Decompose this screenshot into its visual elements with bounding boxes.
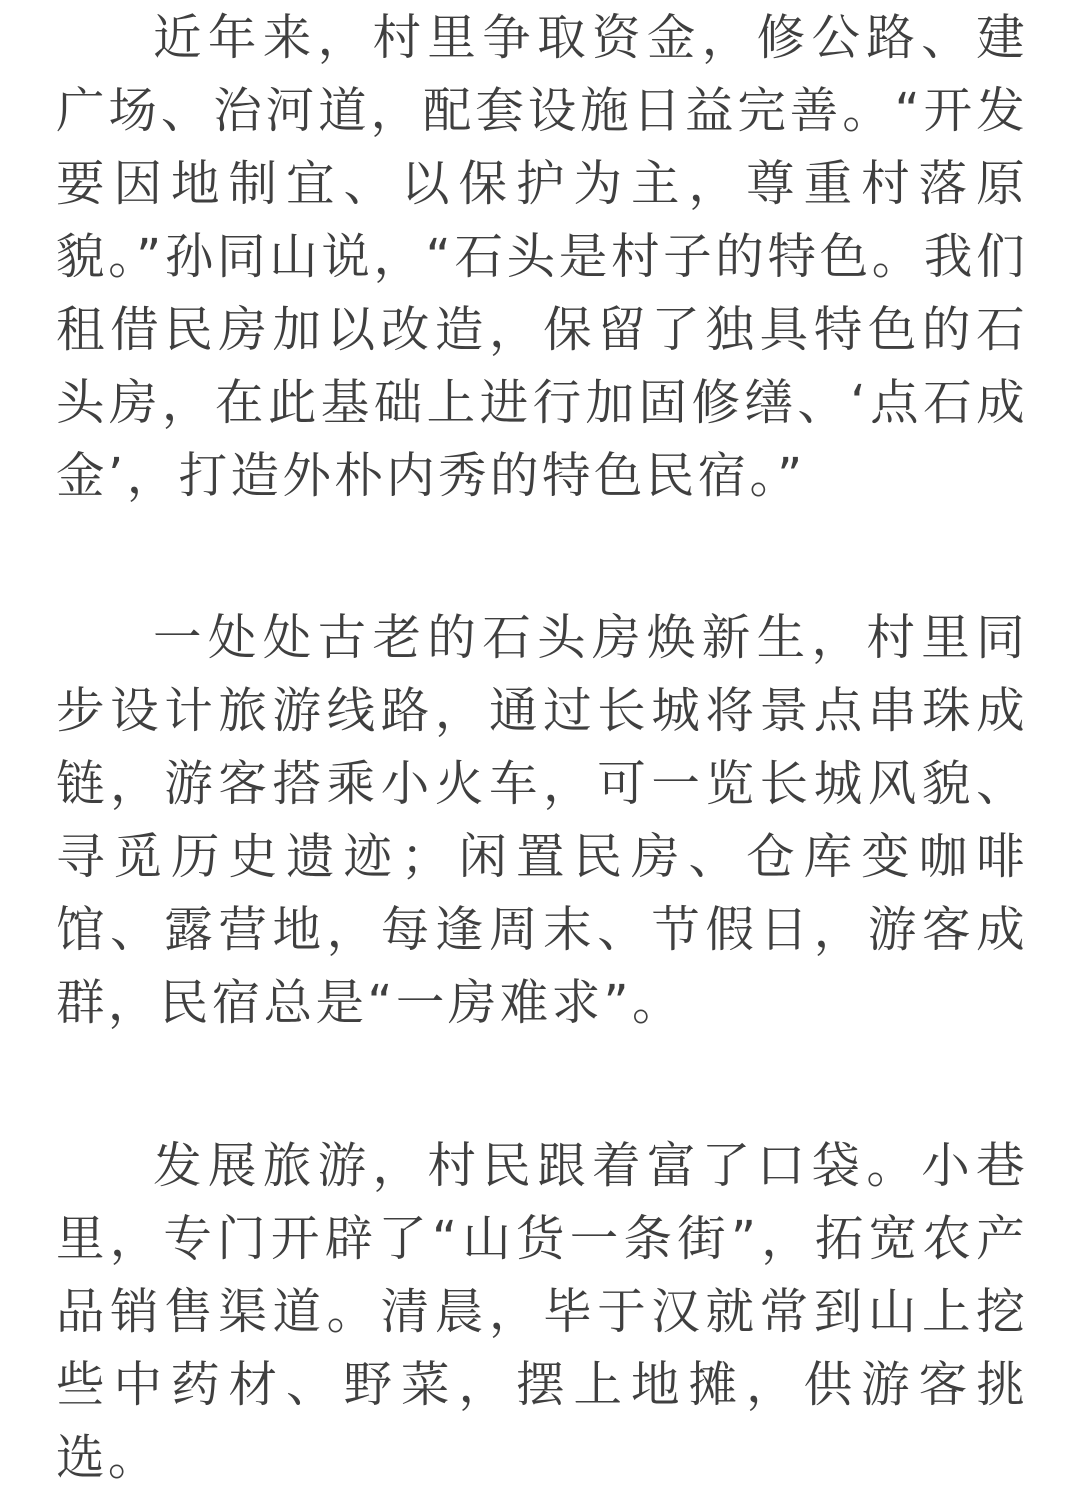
article-paragraph: 一处处古老的石头房焕新生，村里同步设计旅游线路，通过长城将景点串珠成链，游客搭乘小火车，可一览长城风貌、寻觅历史遗迹；闲置民房、仓库变咖啡馆、露营地，每逢周末、节假日，游客成群，民宿总是“一房难求”。	[56, 610, 1028, 1031]
article-paragraph: 发展旅游，村民跟着富了口袋。小巷里，专门开辟了“山货一条街”，拓宽农产品销售渠道。清晨，毕于汉就常到山上挖些中药材、野菜，摆上地摊，供游客挑选。	[56, 1138, 1028, 1486]
article-paragraph: 近年来，村里争取资金，修公路、建广场、治河道，配套设施日益完善。“开发要因地制宜、以保护为主，尊重村落原貌。”孙同山说，“石头是村子的特色。我们租借民房加以改造，保留了独具特色的石头房，在此基础上进行加固修缮、‘点石成金’，打造外朴内秀的特色民宿。”	[56, 10, 1028, 504]
